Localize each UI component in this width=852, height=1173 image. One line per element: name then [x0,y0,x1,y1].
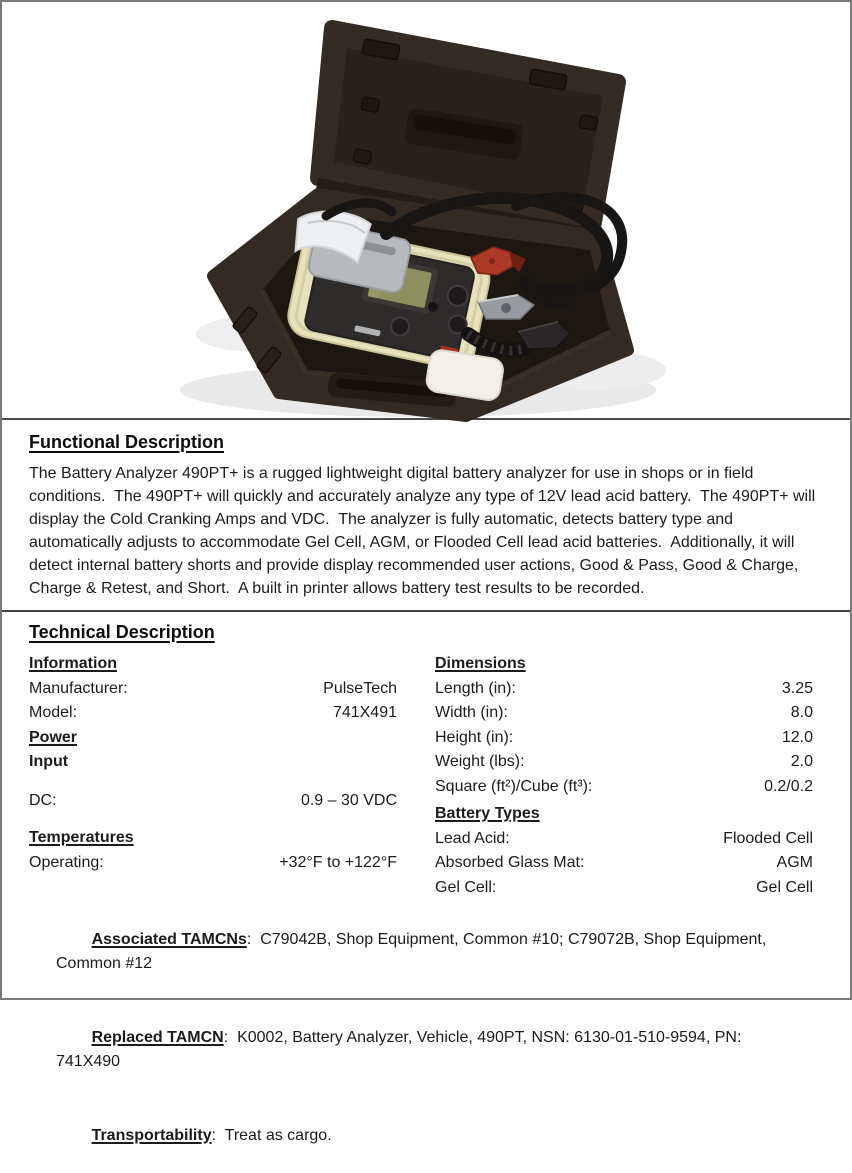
spec-label: Lead Acid: [435,829,510,847]
spec-label: Square (ft²)/Cube (ft³): [435,777,593,795]
functional-description-section [2,420,850,612]
spec-label: Gel Cell: [435,878,497,896]
replaced-tamcn-label: Replaced TAMCN [91,1028,224,1046]
spec-row-square-cube [435,775,813,800]
dimensions-subheading: Dimensions [435,655,526,672]
transportability-line [56,1099,796,1173]
spec-value: 8.0 [790,704,813,721]
associated-tamcns-value: C79042B, Shop Equipment, Common #10; C79072B, Shop Equipment, Common #12 [56,930,771,972]
tamcn-footer [29,900,823,1173]
input-subheading: Input [29,753,69,770]
spec-row-gel-cell [435,876,813,901]
spec-value: 0.2/0.2 [764,777,813,795]
spec-value: AGM [776,854,813,871]
spec-label: Absorbed Glass Mat: [435,854,585,871]
technical-description-section [2,612,850,1173]
transportability-value: Treat as cargo. [224,1126,332,1144]
spec-label: Weight (lbs): [435,753,525,770]
spec-row-length [435,677,813,702]
functional-description-heading: Functional Description [29,432,225,452]
spacer [29,775,397,789]
product-photo [2,2,850,420]
spec-value: 12.0 [781,728,813,746]
replaced-tamcn-value: K0002, Battery Analyzer, Vehicle, 490PT, NSN: 6130-01-510-9594, PN: 741X490 [56,1028,746,1070]
battery-types-subheading: Battery Types [435,805,540,822]
spec-value: Flooded Cell [723,829,813,847]
transportability-label: Transportability [91,1126,212,1144]
associated-tamcns-line [56,903,796,1001]
spec-label: DC: [29,791,57,809]
spec-label: Operating: [29,853,104,871]
spec-value: 3.25 [781,679,813,697]
separator: : [223,1028,238,1046]
spec-row-weight [435,750,813,775]
power-subheading: Power [29,728,78,746]
temperatures-subheading: Temperatures [29,829,134,846]
spec-value: 2.0 [790,753,813,770]
replaced-tamcn-line [56,1001,796,1099]
functional-description-text: The Battery Analyzer 490PT+ is a rugged lightweight digital battery analyzer for use in shops or in field conditions. The 490PT+ will quickly and accurately analyze any type of 12V lead acid battery. The 490PT+ will display the Cold Cranking Amps and VDC. The analyzer is fully automatic, detects battery type and automatically adjusts to accommodate Gel Cell, AGM, or Flooded Cell lead acid batteries. Additionally, it will detect internal battery shorts and provide display recommended user actions, Good & Pass, Good & Charge, Charge & Retest, and Short. A built in printer allows battery test results to be recorded. [29,465,820,597]
associated-tamcns-label: Associated TAMCNs [91,930,247,948]
information-subheading: Information [29,655,117,672]
spec-row-lead-acid [435,827,813,852]
spec-row-model [29,701,397,726]
spec-value: 741X491 [332,704,397,721]
spec-row-manufacturer [29,677,397,702]
spec-row-operating [29,851,397,876]
spec-value: PulseTech [323,679,397,697]
spec-value: 0.9 – 30 VDC [300,791,397,809]
spec-value: Gel Cell [756,878,813,896]
technical-description-heading: Technical Description [29,622,215,642]
spec-label: Height (in): [435,728,514,746]
spec-table [29,652,823,900]
product-photo-illustration [166,2,686,416]
spec-row-height [435,726,813,751]
spec-label: Manufacturer: [29,679,128,697]
spec-value: +32°F to +122°F [279,853,397,871]
spec-label: Length (in): [435,679,516,697]
spec-column-right [435,652,813,900]
separator: : [211,1126,225,1144]
spec-column-left [29,652,397,900]
spec-label: Width (in): [435,704,508,721]
spec-row-width [435,701,813,726]
separator: : [246,930,261,948]
spec-row-agm [435,851,813,876]
spec-label: Model: [29,704,78,721]
spec-row-dc [29,789,397,814]
